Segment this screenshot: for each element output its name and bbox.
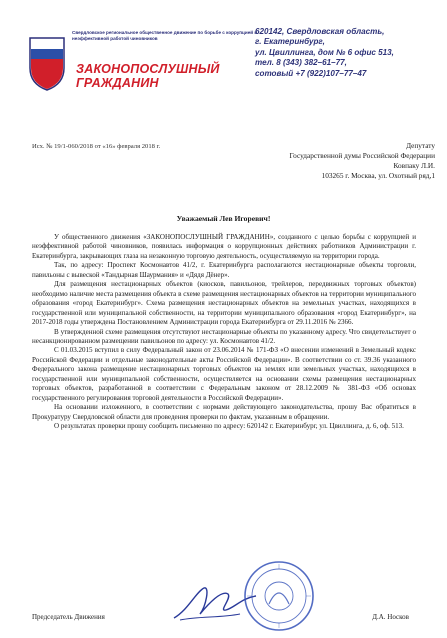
contact-line: тел. 8 (343) 382–61–77,: [255, 58, 347, 68]
signer-name: Д.А. Носков: [372, 613, 409, 621]
org-contacts: [255, 27, 440, 79]
org-logo: [26, 28, 256, 100]
addressee-line: Депутату: [406, 141, 435, 150]
addressee-line: Государственной думы Российской Федерации: [289, 151, 435, 160]
addressee-line: Ковпаку Л.И.: [393, 161, 435, 170]
paragraph: Так, по адресу: Проспект Космонавтов 41/2, г. Екатеринбурга располагаются нестационарные объекты торговли, павильоны с вывеской «Тандырная Шаурмания» и «Дядя Дёнер».: [32, 261, 416, 279]
letter-body: [32, 233, 416, 432]
paragraph: В утвержденной схеме размещения отсутствуют нестационарные объекты по указанному адресу. Что свидетельствует о несанкционированном размещении павильонов по адресу: ул. Космонавтов 41/2.: [32, 327, 416, 345]
contact-line: г. Екатеринбург,: [255, 37, 325, 47]
contact-line: ул. Цвиллинга, дом № 6 офис 513,: [255, 47, 394, 57]
contact-line: 620142, Свердловская область,: [255, 27, 385, 36]
paragraph: У общественного движения «ЗАКОНОПОСЛУШНЫЙ ГРАЖДАНИН», созданного с целью борьбы с коррупцией и неэффективной работой чиновников, появилась информация о коррупционных действиях работников Администрации г. Екатеринбурга, закрывающих глаза на незаконную торговую деятельность, осуществляемую на территории города.: [32, 233, 416, 260]
org-full-name: Свердловское региональное общественное движение по борьбе с коррупцией и неэффективной работой чиновников: [72, 30, 258, 41]
addressee-block: [175, 141, 435, 181]
org-name: [76, 62, 266, 90]
paragraph: На основании изложенного, в соответствии с нормами действующего законодательства, прошу Вас обратиться в Прокуратуру Свердловской области для проведения проверки по фактам, указанным в обращении.: [32, 403, 416, 421]
contact-line: сотовый +7 (922)107–77–47: [255, 68, 367, 78]
flag-shield-icon: [26, 34, 68, 92]
paragraph: О результатах проверки прошу сообщить письменно по адресу: 620142 г. Екатеринбург, ул. Цвиллинга, д. 6, оф. 513.: [54, 422, 404, 431]
org-name-line1: ЗАКОНОПОСЛУШНЫЙ: [76, 62, 220, 76]
signer-position: Председатель Движения: [32, 613, 105, 621]
greeting: Уважаемый Лев Игоревич!: [176, 214, 271, 223]
round-seal-stamp: [243, 560, 315, 632]
outgoing-number: Исх. № 19/1-060/2018 от «16» февраля 2018 г.: [32, 143, 161, 150]
org-name-line2: ГРАЖДАНИН: [76, 76, 159, 90]
paragraph: Для размещения нестационарных объектов (киосков, павильонов, трейлеров, передвижных торговых объектов) необходимо наличие места размещения объекта в схеме размещения нестационарных объектов на территории муниципального образования «город Екатеринбург». Схема размещения нестационарных объектов на земельных участках, находящихся в государственной или муниципальной собственности, на территории муниципального образования «город Екатеринбург», на 2017-2018 годы утверждена Постановлением Администрации города Екатеринбурга от 29.11.2016 № 2366.: [32, 280, 416, 327]
addressee-line: 103265 г. Москва, ул. Охотный ряд,1: [321, 171, 435, 180]
paragraph: С 01.03.2015 вступил в силу Федеральный закон от 23.06.2014 № 171-ФЗ «О внесении изменений в Земельный кодекс Российской Федерации и отдельные законодательные акты Российской Федерации». В соответствии со ст. 39.36 указанного Федерального закона размещение нестационарных торговых объектов на землях или земельных участках, находящихся в государственной или муниципальной собственности, осуществляется на основании схемы размещения нестационарных торговых объектов, разработанной в соответствии с Федеральным законом от 28.12.2009 № 381-ФЗ «Об основах государственного регулирования торговой деятельности в Российской Федерации».: [32, 346, 416, 402]
